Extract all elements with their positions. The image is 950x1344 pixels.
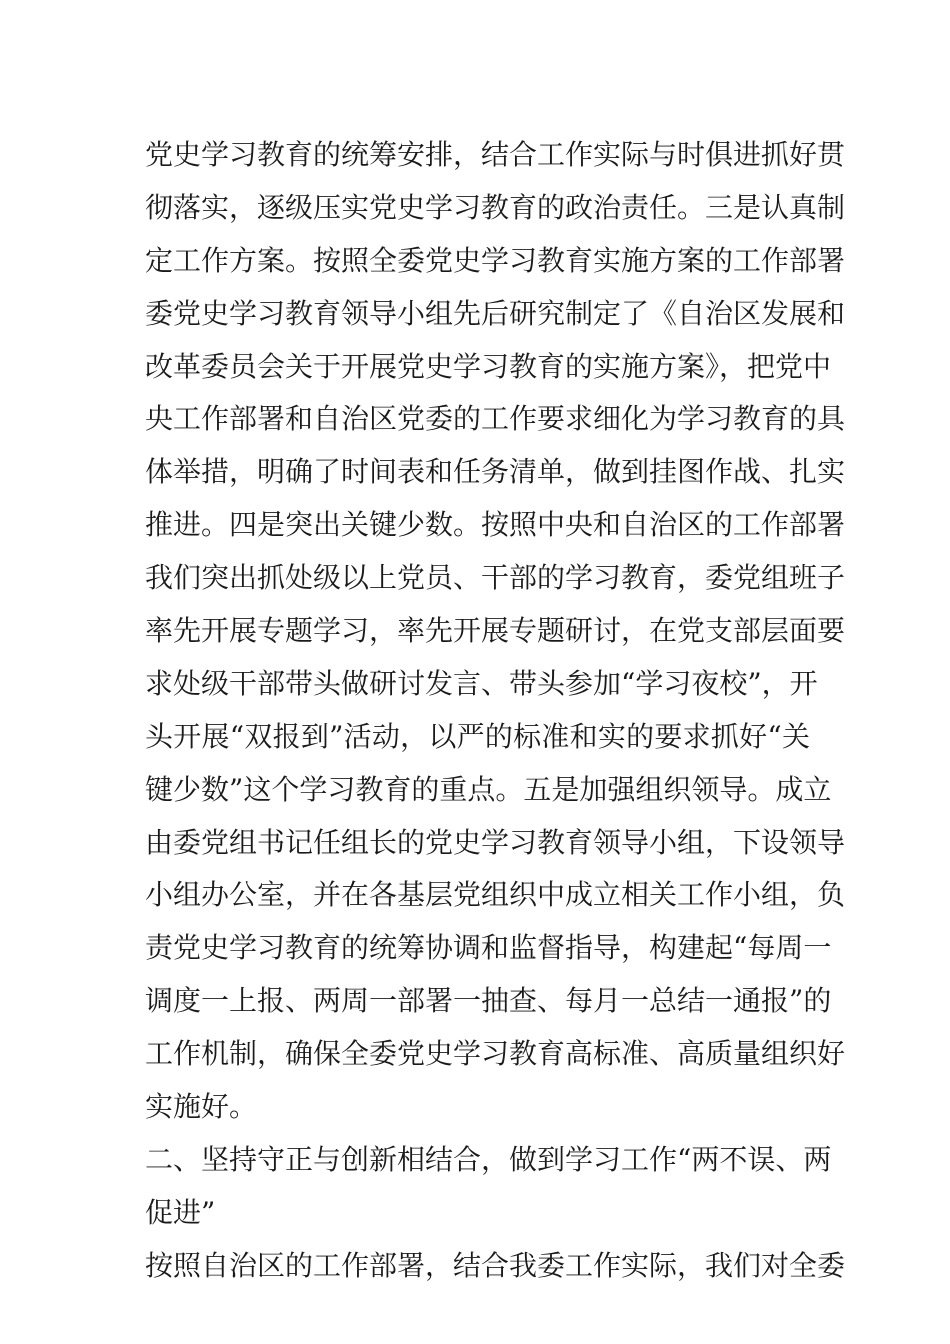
text-line: 体举措，明确了时间表和任务清单，做到挂图作战、扎实 bbox=[145, 455, 846, 489]
text-line: 头开展“双报到”活动，以严的标准和实的要求抓好“关 bbox=[145, 719, 810, 753]
text-line: 按照自治区的工作部署，结合我委工作实际，我们对全委 bbox=[145, 1248, 846, 1282]
text-line: 工作机制，确保全委党史学习教育高标准、高质量组织好 bbox=[145, 1037, 846, 1071]
text-line: 求处级干部带头做研讨发言、带头参加“学习夜校”，开 bbox=[145, 666, 818, 700]
text-line: 实施好。 bbox=[145, 1090, 258, 1124]
text-line: 促进” bbox=[145, 1195, 216, 1229]
text-line: 党史学习教育的统筹安排，结合工作实际与时俱进抓好贯 bbox=[145, 138, 846, 171]
text-line: 央工作部署和自治区党委的工作要求细化为学习教育的具 bbox=[145, 402, 846, 436]
text-line: 率先开展专题学习，率先开展专题研讨，在党支部层面要 bbox=[145, 614, 846, 648]
text-line: 小组办公室，并在各基层党组织中成立相关工作小组，负 bbox=[145, 878, 846, 912]
text-line: 彻落实，逐级压实党史学习教育的政治责任。三是认真制 bbox=[145, 190, 846, 224]
text-line: 我们突出抓处级以上党员、干部的学习教育，委党组班子 bbox=[145, 561, 846, 595]
text-line: 由委党组书记任组长的党史学习教育领导小组，下设领导 bbox=[145, 825, 846, 859]
text-line: 责党史学习教育的统筹协调和监督指导，构建起“每周一 bbox=[145, 931, 832, 965]
body-text bbox=[145, 129, 846, 1293]
text-line: 定工作方案。按照全委党史学习教育实施方案的工作部署 bbox=[145, 243, 846, 277]
text-line: 委党史学习教育领导小组先后研究制定了《自治区发展和 bbox=[145, 296, 846, 330]
text-line: 推进。四是突出关键少数。按照中央和自治区的工作部署 bbox=[145, 508, 846, 542]
text-line: 调度一上报、两周一部署一抽查、每月一总结一通报”的 bbox=[145, 984, 832, 1018]
text-line: 二、坚持守正与创新相结合，做到学习工作“两不误、两 bbox=[145, 1142, 832, 1176]
text-line: 键少数”这个学习教育的重点。五是加强组织领导。成立 bbox=[145, 772, 832, 806]
text-line: 改革委员会关于开展党史学习教育的实施方案》，把党中 bbox=[145, 349, 832, 383]
